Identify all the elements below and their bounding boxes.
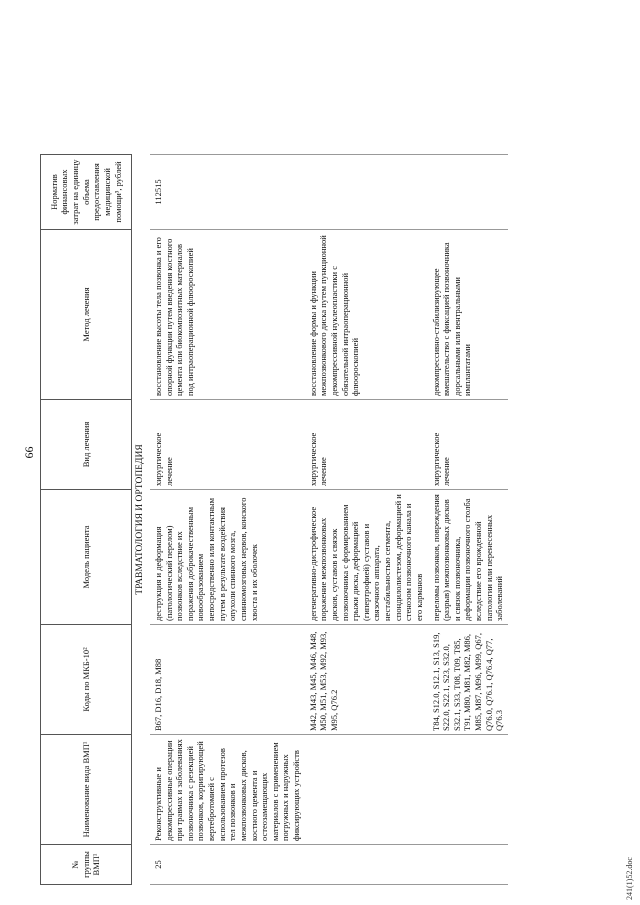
cell-norm xyxy=(305,155,428,230)
cell-group: 25 xyxy=(150,845,305,885)
header-treatment-type: Вид лечения xyxy=(41,400,132,490)
cell-treatment-type: хирургическое лечение xyxy=(428,400,508,490)
cell-codes: M42, M43, M45, M46, M48, M50, M51, M53, M92, M93, M95, Q76.2 xyxy=(305,625,428,735)
cell-norm xyxy=(428,155,508,230)
table-header-row xyxy=(41,155,132,885)
vmp-table xyxy=(40,154,508,885)
header-model: Модель пациента xyxy=(41,490,132,625)
cell-method: восстановление формы и функции межпозвонкового диска путем пункционной декомпрессивной нуклеопластики с обязательной интраоперационной флюороскопией xyxy=(305,230,428,400)
cell-method: декомпрессивно-стабилизирующее вмешательство с фиксацией позвоночника дорсальными или вентральными имплантатами xyxy=(428,230,508,400)
page-number: 66 xyxy=(22,446,36,459)
table-row xyxy=(150,155,305,885)
cell-norm: 112515 xyxy=(150,155,305,230)
cell-treatment-type: хирургическое лечение xyxy=(150,400,305,490)
section-title: ТРАВМАТОЛОГИЯ И ОРТОПЕДИЯ xyxy=(135,444,145,595)
cell-group xyxy=(305,845,428,885)
header-codes: Коды по МКБ-10² xyxy=(41,625,132,735)
cell-codes: B67, D16, D18, M88 xyxy=(150,625,305,735)
header-name: Наименование вида ВМП¹ xyxy=(41,735,132,845)
section-row xyxy=(132,155,150,885)
header-method: Метод лечения xyxy=(41,230,132,400)
cell-group xyxy=(428,845,508,885)
table-row xyxy=(305,155,428,885)
cell-method: восстановление высоты тела позвонка и его опорной функции путем введения костного цемента или биокомпозитных материалов под интраоперационной флюороскопией xyxy=(150,230,305,400)
cell-model: переломы позвонков, повреждения (разрыв) межпозвонковых дисков и связок позвоночника, деформации позвоночного столба вследствие его врожденной патологии или перенесенных заболеваний xyxy=(428,490,508,625)
table-row xyxy=(428,155,508,885)
cell-model: деструкция и деформация (патологический перелом) позвонков вследствие их поражения доброкачественным новообразованием непосредственно или контактным путем в результате воздействия опухоли спинного мозга, спинномозговых нервов, конского хвоста и их оболочек xyxy=(150,490,305,625)
footer-filename: 241(1)52.doc xyxy=(625,857,634,900)
header-norm: Норматив финансовых затрат на единицу объема предоставления медицинской помощи³, рублей xyxy=(41,155,132,230)
cell-name xyxy=(305,735,428,845)
header-group: № группы ВМП¹ xyxy=(41,845,132,885)
cell-treatment-type: хирургическое лечение xyxy=(305,400,428,490)
cell-name xyxy=(428,735,508,845)
cell-codes: T84, S12.0, S12.1, S13, S19, S22.0, S22.1, S23, S32.0, S32.1, S33, T08, T09, T85, T91, M80, M81, M82, M86, M85, M87, M96, M99, Q67, Q76.0, Q76.1, Q76.4, Q77, Q76.3 xyxy=(428,625,508,735)
cell-model: дегенеративно-дистрофическое поражение межпозвонковых дисков, суставов и связок позвоночника с формированием грыжи диска, деформацией (гипертрофией) суставов и связочного аппарата, нестабильностью сегмента, спондилолистезом, деформацией и стенозом позвоночного канала и его карманов xyxy=(305,490,428,625)
cell-name: Реконструктивные и декомпрессивные операции при травмах и заболеваниях позвоночника с резекцией позвонков, корригирующей вертебротомией с использованием протезов тел позвонков и межпозвонковых дисков, костного цемента и остеозамещающих материалов с применением погружных и наружных фиксирующих устройств xyxy=(150,735,305,845)
